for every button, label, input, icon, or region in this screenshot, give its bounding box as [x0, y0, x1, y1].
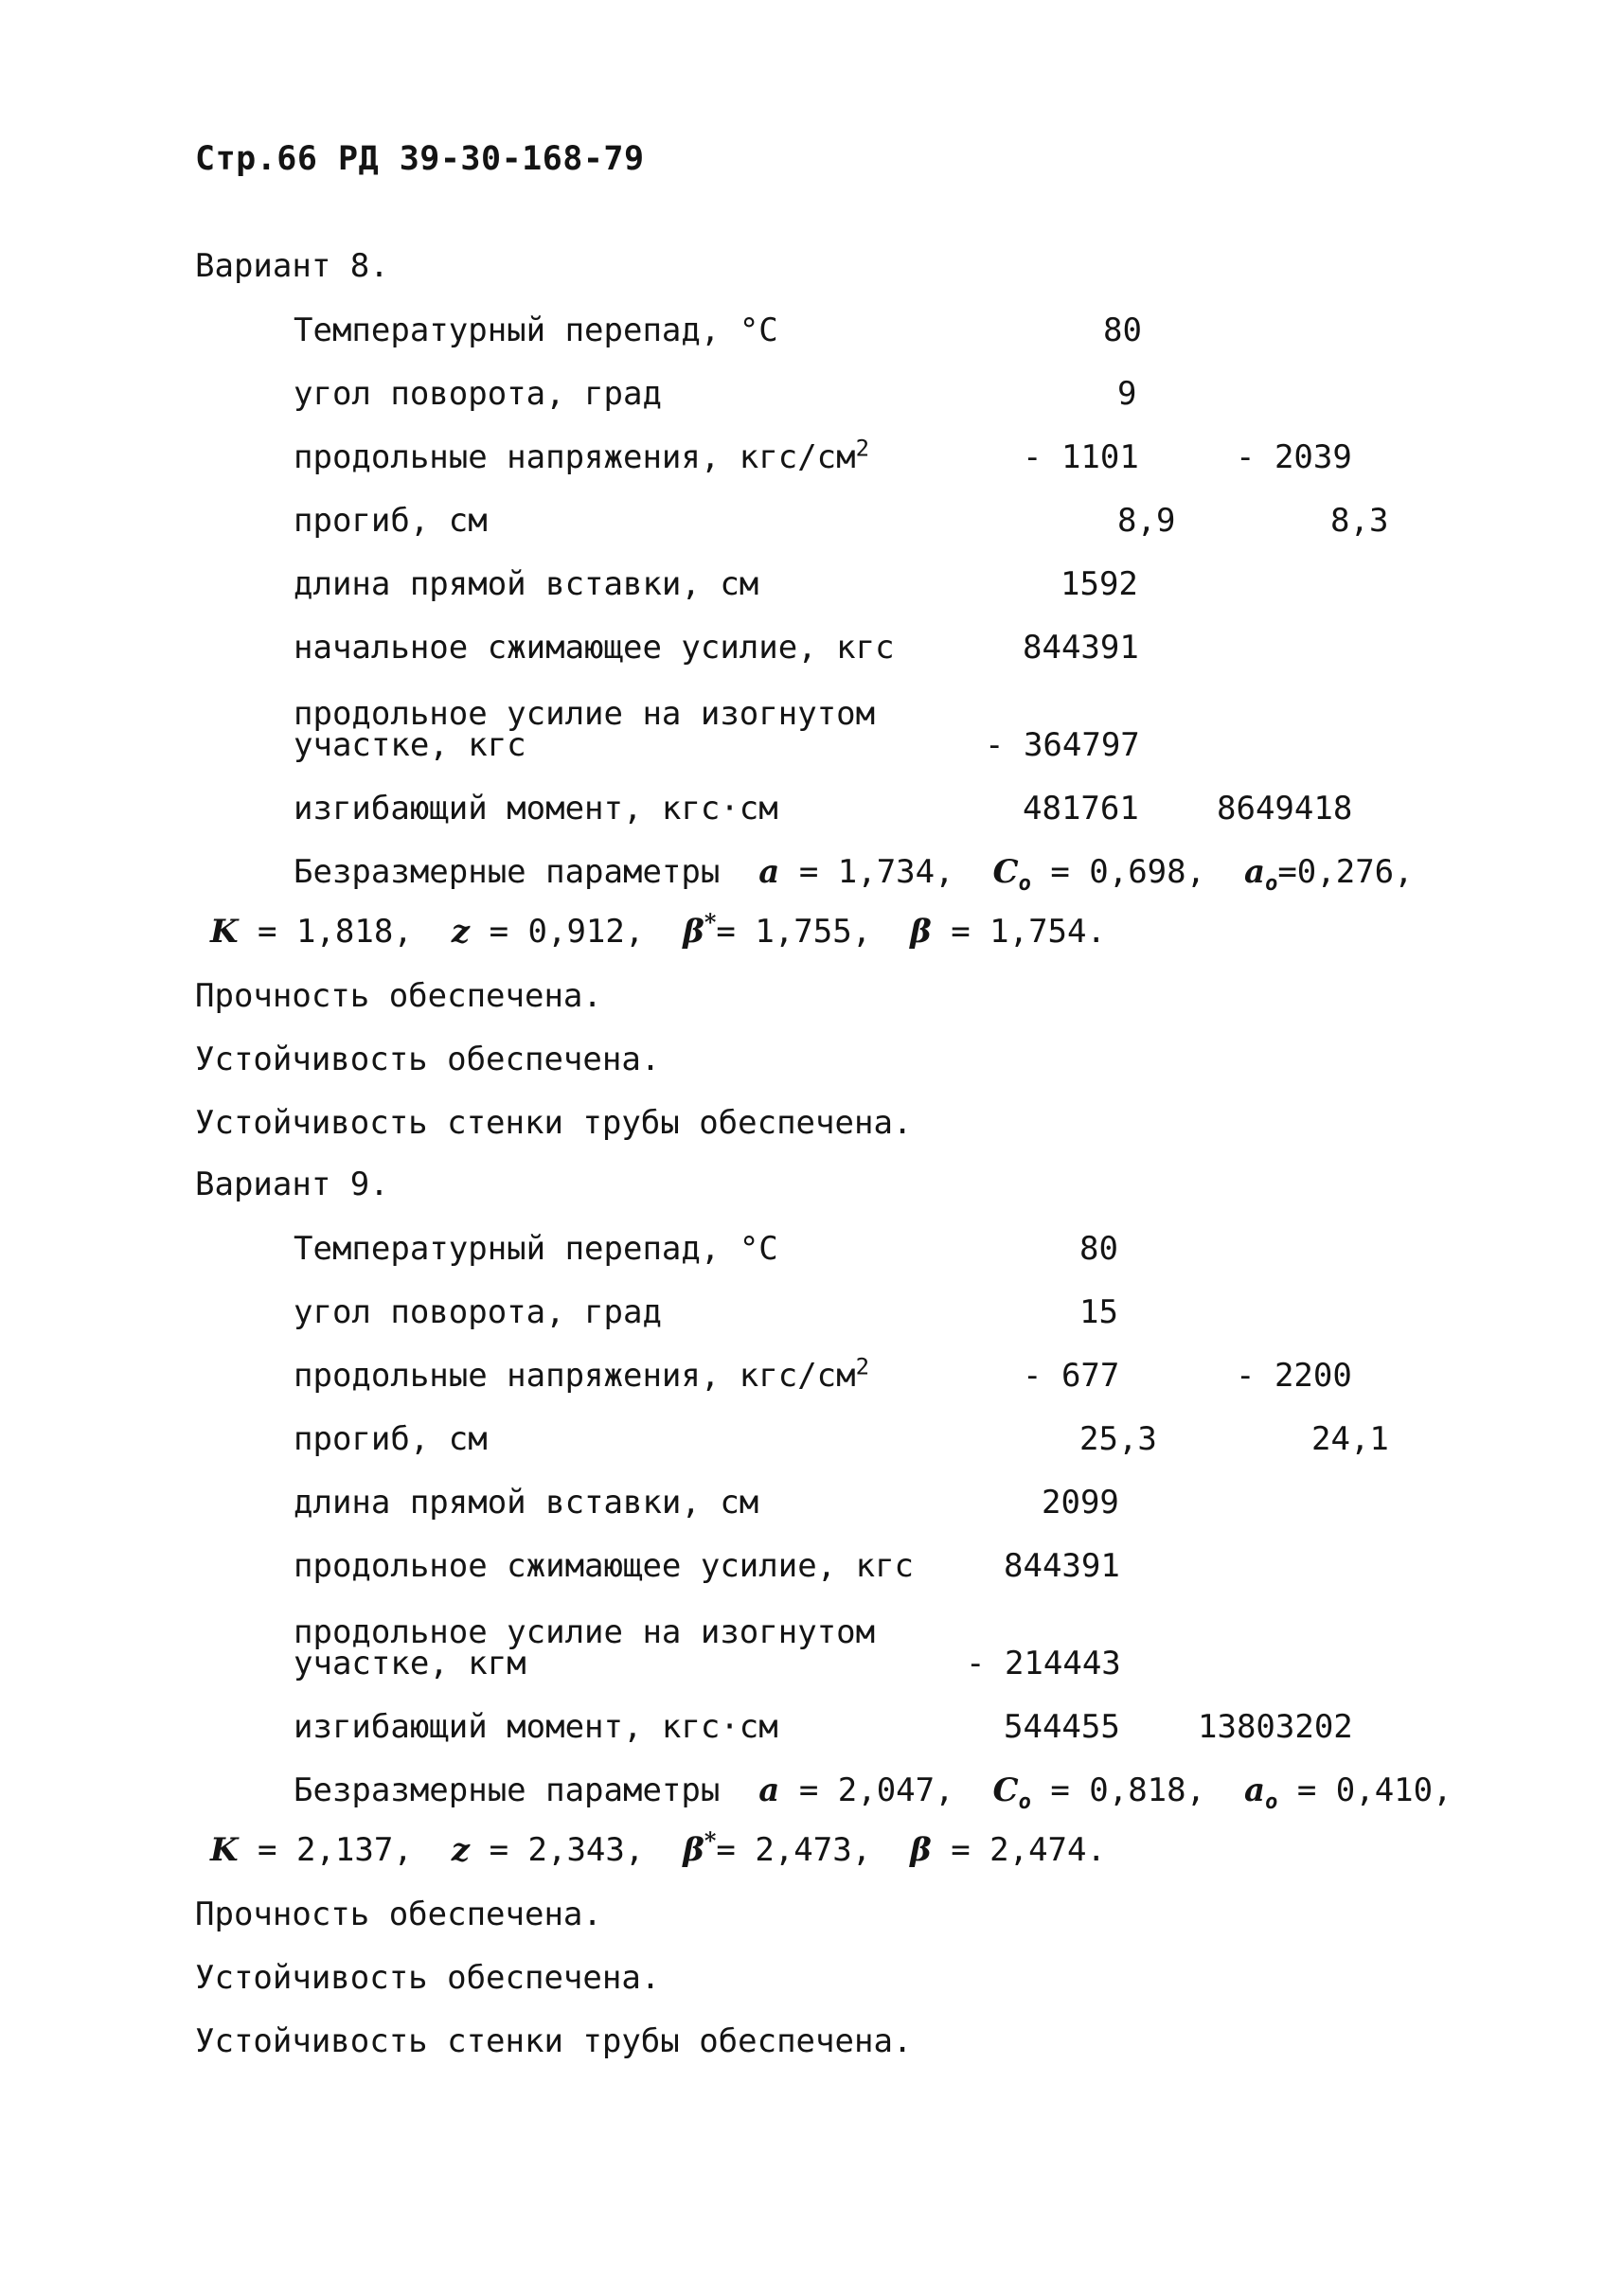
param-value: = 0,698,: [1050, 853, 1206, 891]
variant-8-title: Вариант 8.: [195, 247, 389, 285]
row-value-1: 1592: [1061, 565, 1138, 603]
row-value-1: - 677: [1023, 1357, 1120, 1395]
param-symbol: z: [451, 913, 471, 951]
row-value-1: 481761: [1023, 790, 1139, 828]
row-value-1: 15: [1079, 1293, 1118, 1331]
param-symbol: a: [758, 1771, 780, 1809]
row-label: прогиб, см: [294, 1420, 488, 1458]
param-symbol: β: [910, 1831, 932, 1869]
row-value-1: 844391: [1004, 1547, 1120, 1585]
row-label: угол поворота, град: [294, 375, 662, 413]
row-value-1: - 214443: [966, 1645, 1121, 1682]
row-label: длина прямой вставки, см: [294, 1484, 759, 1522]
param-value: =0,276,: [1277, 853, 1414, 891]
row-value-1: - 1101: [1023, 438, 1139, 476]
row-value-1: 544455: [1004, 1708, 1120, 1746]
v8-row-axial-force-label-1: продольное усилие на изогнутом: [294, 695, 876, 733]
row-value-2: 8649418: [1217, 790, 1353, 828]
v9-row-deflection: [294, 1420, 1389, 1458]
v8-row-angle: [294, 375, 1137, 413]
row-label: Температурный перепад,: [294, 1230, 740, 1268]
param-symbol: K: [210, 913, 239, 951]
v8-row-stress: [294, 435, 1352, 476]
row-label: длина прямой вставки, см: [294, 565, 759, 603]
v9-row-axial-force-label-1: продольное усилие на изогнутом: [294, 1613, 876, 1651]
v9-row-angle: [294, 1293, 1118, 1331]
v8-row-deflection: [294, 502, 1389, 540]
param-value: = 0,410,: [1296, 1771, 1453, 1809]
v9-row-temperature: [294, 1230, 1118, 1268]
param-symbol: β: [683, 913, 704, 951]
v8-conclusion-strength: Прочность обеспечена.: [195, 977, 602, 1015]
param-value: = 2,473,: [716, 1831, 872, 1869]
param-superscript: *: [704, 908, 717, 936]
param-value: = 1,754.: [951, 913, 1106, 951]
row-label-sup: 2: [855, 435, 870, 462]
param-value: = 2,047,: [798, 1771, 954, 1809]
v8-conclusion-wall-stability: Устойчивость стенки трубы обеспечена.: [195, 1104, 913, 1142]
row-label: участке, кгс: [294, 726, 526, 764]
row-label: участке, кгм: [294, 1645, 526, 1682]
row-value-1: 2099: [1042, 1484, 1119, 1522]
row-value-1: 80: [1079, 1230, 1118, 1268]
param-subscript: o: [1265, 871, 1278, 896]
variant-9-title: Вариант 9.: [195, 1166, 389, 1203]
v9-params-line-1: [294, 1771, 1453, 1814]
row-value-2: 13803202: [1198, 1708, 1353, 1746]
param-value: = 2,137,: [258, 1831, 413, 1869]
row-value-2: 8,3: [1330, 502, 1389, 540]
param-value: = 2,474.: [951, 1831, 1106, 1869]
row-label-sup: 2: [855, 1353, 870, 1380]
v8-conclusion-stability: Устойчивость обеспечена.: [195, 1041, 661, 1078]
v9-row-stress: [294, 1353, 1352, 1395]
row-value-2: 24,1: [1311, 1420, 1389, 1458]
row-label: продольное сжимающее усилие, кгс: [294, 1547, 915, 1585]
param-value: = 1,734,: [798, 853, 954, 891]
v9-conclusion-wall-stability: Устойчивость стенки трубы обеспечена.: [195, 2022, 913, 2060]
row-label: прогиб, см: [294, 502, 488, 540]
row-value-2: - 2039: [1236, 438, 1352, 476]
param-subscript: o: [1265, 1789, 1278, 1814]
row-unit: °С: [739, 1230, 778, 1268]
v9-row-insert-length: [294, 1484, 1119, 1522]
row-label: изгибающий момент, кгс·см: [294, 1708, 778, 1746]
v8-row-temperature: [294, 311, 1142, 349]
row-value-2: - 2200: [1236, 1357, 1352, 1395]
param-value: = 0,912,: [489, 913, 645, 951]
v8-row-bending-moment: [294, 790, 1353, 828]
v9-row-bending-moment: [294, 1708, 1353, 1746]
param-symbol: β: [683, 1831, 704, 1869]
param-symbol: a: [1244, 853, 1266, 891]
param-subscript: o: [1018, 1789, 1031, 1814]
row-value-1: 844391: [1023, 629, 1139, 667]
row-label: начальное сжимающее усилие, кгс: [294, 629, 895, 667]
param-symbol: a: [1244, 1771, 1266, 1809]
v9-row-compress-force: [294, 1547, 1120, 1585]
row-value-1: 25,3: [1079, 1420, 1157, 1458]
param-symbol: a: [758, 853, 780, 891]
v8-row-compress-force: [294, 629, 1139, 667]
v9-conclusion-stability: Устойчивость обеспечена.: [195, 1959, 661, 1997]
v8-params-line-2: [210, 908, 1106, 951]
row-value-1: 8,9: [1117, 502, 1176, 540]
v8-row-insert-length: [294, 565, 1138, 603]
params-intro: Безразмерные параметры: [294, 1771, 721, 1809]
row-label: угол поворота, град: [294, 1293, 662, 1331]
param-symbol: K: [210, 1831, 239, 1869]
row-label: Температурный перепад,: [294, 311, 740, 349]
param-value: = 2,343,: [489, 1831, 645, 1869]
param-symbol: C: [992, 853, 1019, 891]
v9-params-line-2: [210, 1826, 1106, 1869]
v8-row-axial-force: [294, 726, 1140, 764]
v9-conclusion-strength: Прочность обеспечена.: [195, 1896, 602, 1933]
param-symbol: β: [910, 913, 932, 951]
param-subscript: o: [1018, 871, 1031, 896]
param-symbol: z: [451, 1831, 471, 1869]
row-unit: °С: [739, 311, 778, 349]
row-label: продольные напряжения, кгс/см: [294, 1357, 856, 1395]
row-value-1: 80: [1103, 311, 1142, 349]
row-label: изгибающий момент, кгс·см: [294, 790, 778, 828]
param-value: = 1,755,: [716, 913, 872, 951]
row-label: продольные напряжения, кгс/см: [294, 438, 856, 476]
v8-params-line-1: [294, 853, 1414, 896]
row-value-1: 9: [1117, 375, 1137, 413]
param-superscript: *: [704, 1826, 717, 1855]
v9-row-axial-force: [294, 1645, 1121, 1682]
row-value-1: - 364797: [985, 726, 1140, 764]
param-value: = 1,818,: [258, 913, 413, 951]
param-symbol: C: [992, 1771, 1019, 1809]
params-intro: Безразмерные параметры: [294, 853, 721, 891]
param-value: = 0,818,: [1050, 1771, 1206, 1809]
page-header: Стр.66 РД 39-30-168-79: [195, 140, 645, 178]
